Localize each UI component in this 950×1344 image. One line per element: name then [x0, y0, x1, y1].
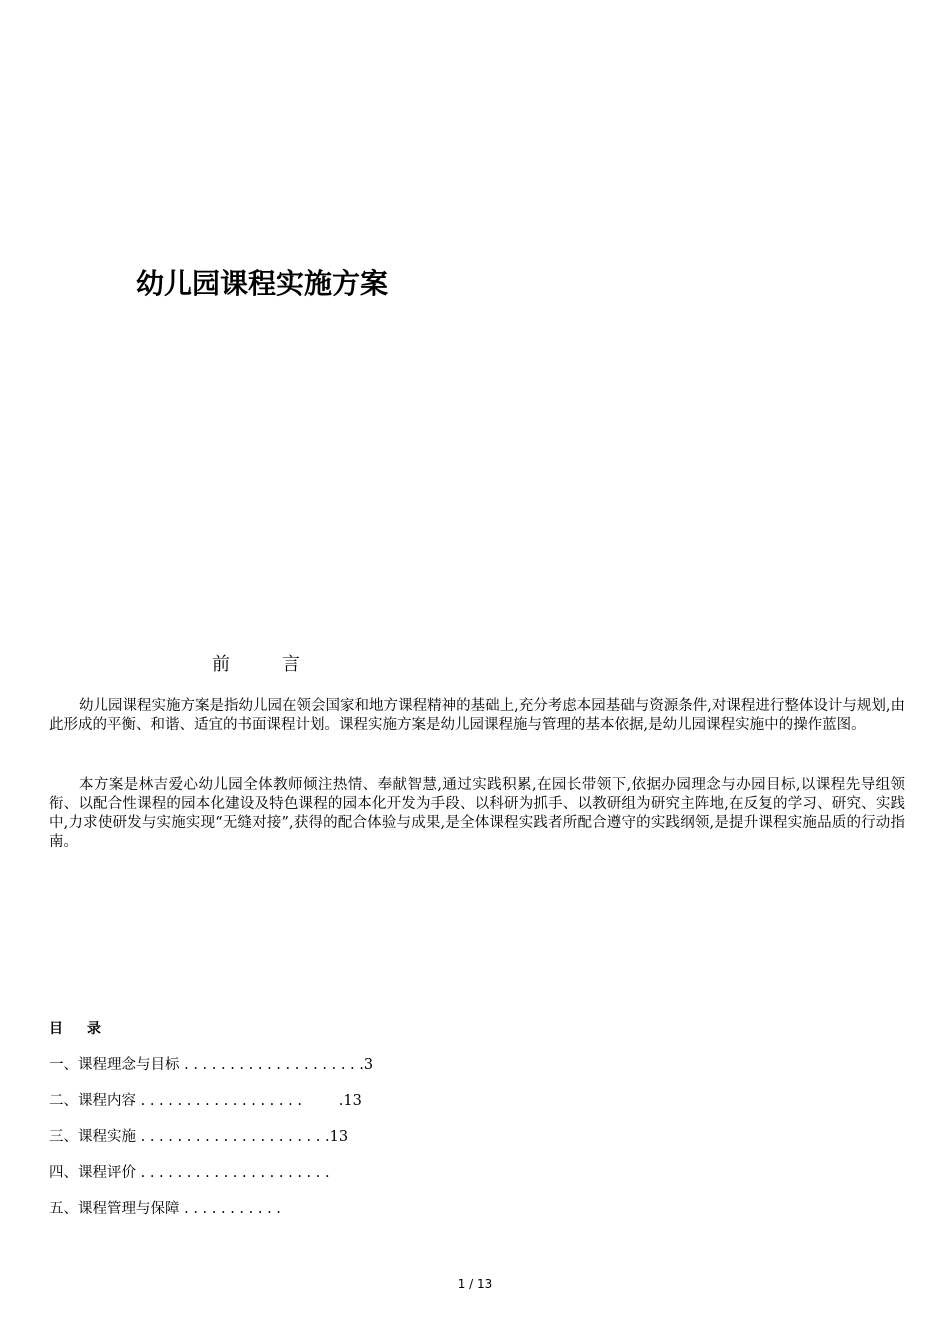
toc-item-label: 四、课程评价: [49, 1165, 136, 1181]
preface-heading: [212, 650, 300, 676]
toc-heading: [49, 1018, 101, 1038]
toc-item-page: 13: [343, 1093, 362, 1109]
toc-item-leader: . . . . . . . . . . .: [184, 1201, 281, 1217]
toc-item-leader: . . . . . . . . . . . . . . . . . . . .: [184, 1057, 364, 1073]
preface-paragraph-2: 本方案是林吉爱心幼儿园全体教师倾注热情、奉献智慧,通过实践积累,在园长带领下,依据办园理念与办园目标,以课程先导组领衔、以配合性课程的园本化建设及特色课程的园本化开发为手段、以科研为抓手、以教研组为研究主阵地,在反复的学习、研究、实践中,力求使研发与实施实现“无缝对接”,获得的配合体验与成果,是全体课程实践者所配合遵守的实践纲领,是提升课程实施品质的行动指南。: [49, 777, 905, 850]
toc-item-curriculum-management[interactable]: [49, 1197, 281, 1218]
toc-item-leader: . . . . . . . . . . . . . . . . . . . . .: [140, 1165, 330, 1181]
toc-item-curriculum-evaluation[interactable]: [49, 1161, 330, 1182]
toc-item-leader: . . . . . . . . . . . . . . . . . . .: [140, 1093, 344, 1109]
preface-paragraph-1: 幼儿园课程实施方案是指幼儿园在领会国家和地方课程精神的基础上,充分考虑本园基础与资源条件,对课程进行整体设计与规划,由此形成的平衡、和谐、适宜的书面课程计划。课程实施方案是幼儿园课程施与管理的基本依据,是幼儿园课程实施中的操作蓝图。: [49, 698, 905, 733]
toc-item-label: 二、课程内容: [49, 1093, 136, 1109]
preface-heading-left: 前: [212, 654, 230, 675]
toc-heading-left: 目: [49, 1021, 63, 1037]
toc-item-page: 13: [329, 1129, 349, 1145]
toc-item-page: 3: [363, 1057, 374, 1073]
document-title: 幼儿园课程实施方案: [136, 267, 389, 300]
toc-item-label: 三、课程实施: [49, 1129, 136, 1145]
toc-item-curriculum-philosophy[interactable]: [49, 1053, 373, 1074]
toc-item-label: 五、课程管理与保障: [49, 1201, 180, 1217]
page-number: 1 / 13: [457, 1277, 493, 1291]
toc-item-curriculum-content[interactable]: [49, 1089, 362, 1110]
toc-item-label: 一、课程理念与目标: [49, 1057, 180, 1073]
toc-item-curriculum-implementation[interactable]: [49, 1125, 348, 1146]
preface-heading-right: 言: [282, 654, 300, 675]
toc-item-leader: . . . . . . . . . . . . . . . . . . . . .: [140, 1129, 330, 1145]
toc-heading-right: 录: [87, 1021, 101, 1037]
